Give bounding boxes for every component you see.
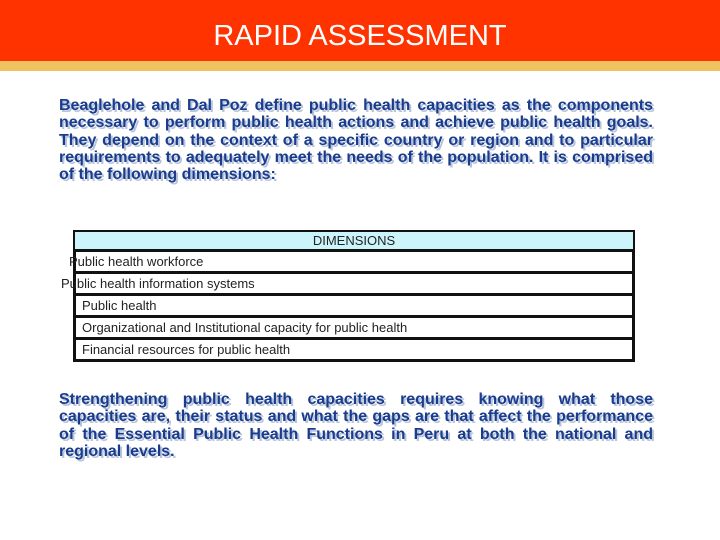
table-header-label: DIMENSIONS	[312, 233, 396, 248]
slide-title: RAPID ASSESSMENT	[213, 20, 507, 52]
conclusion-paragraph: Strengthening public health capacities requires knowing what those capacities are, their status and what the gaps are that affect the performance of the Essential Public Health Functions in Peru at both the national and regional levels.	[59, 391, 653, 460]
table-row	[61, 271, 635, 293]
table-cell: Financial resources for public health	[82, 342, 291, 357]
table-row	[73, 293, 635, 315]
table-row	[73, 315, 635, 337]
table-row	[73, 337, 635, 362]
intro-paragraph: Beaglehole and Dal Poz define public health capacities as the components necessary to perform public health actions and achieve public health goals. They depend on the context of a specific country or region and to particular requirements to adequately meet the needs of the population. It is comprised of the following dimensions:	[59, 97, 653, 184]
accent-band	[0, 61, 720, 71]
table-header	[73, 230, 635, 249]
table-cell: Public health workforce	[69, 254, 204, 269]
table-cell: Public health information systems	[61, 276, 255, 291]
table-cell: Public health	[82, 298, 157, 313]
dimensions-table	[61, 230, 635, 362]
table-row	[69, 249, 635, 271]
title-bar	[0, 0, 720, 61]
table-cell: Organizational and Institutional capacity for public health	[82, 320, 408, 335]
